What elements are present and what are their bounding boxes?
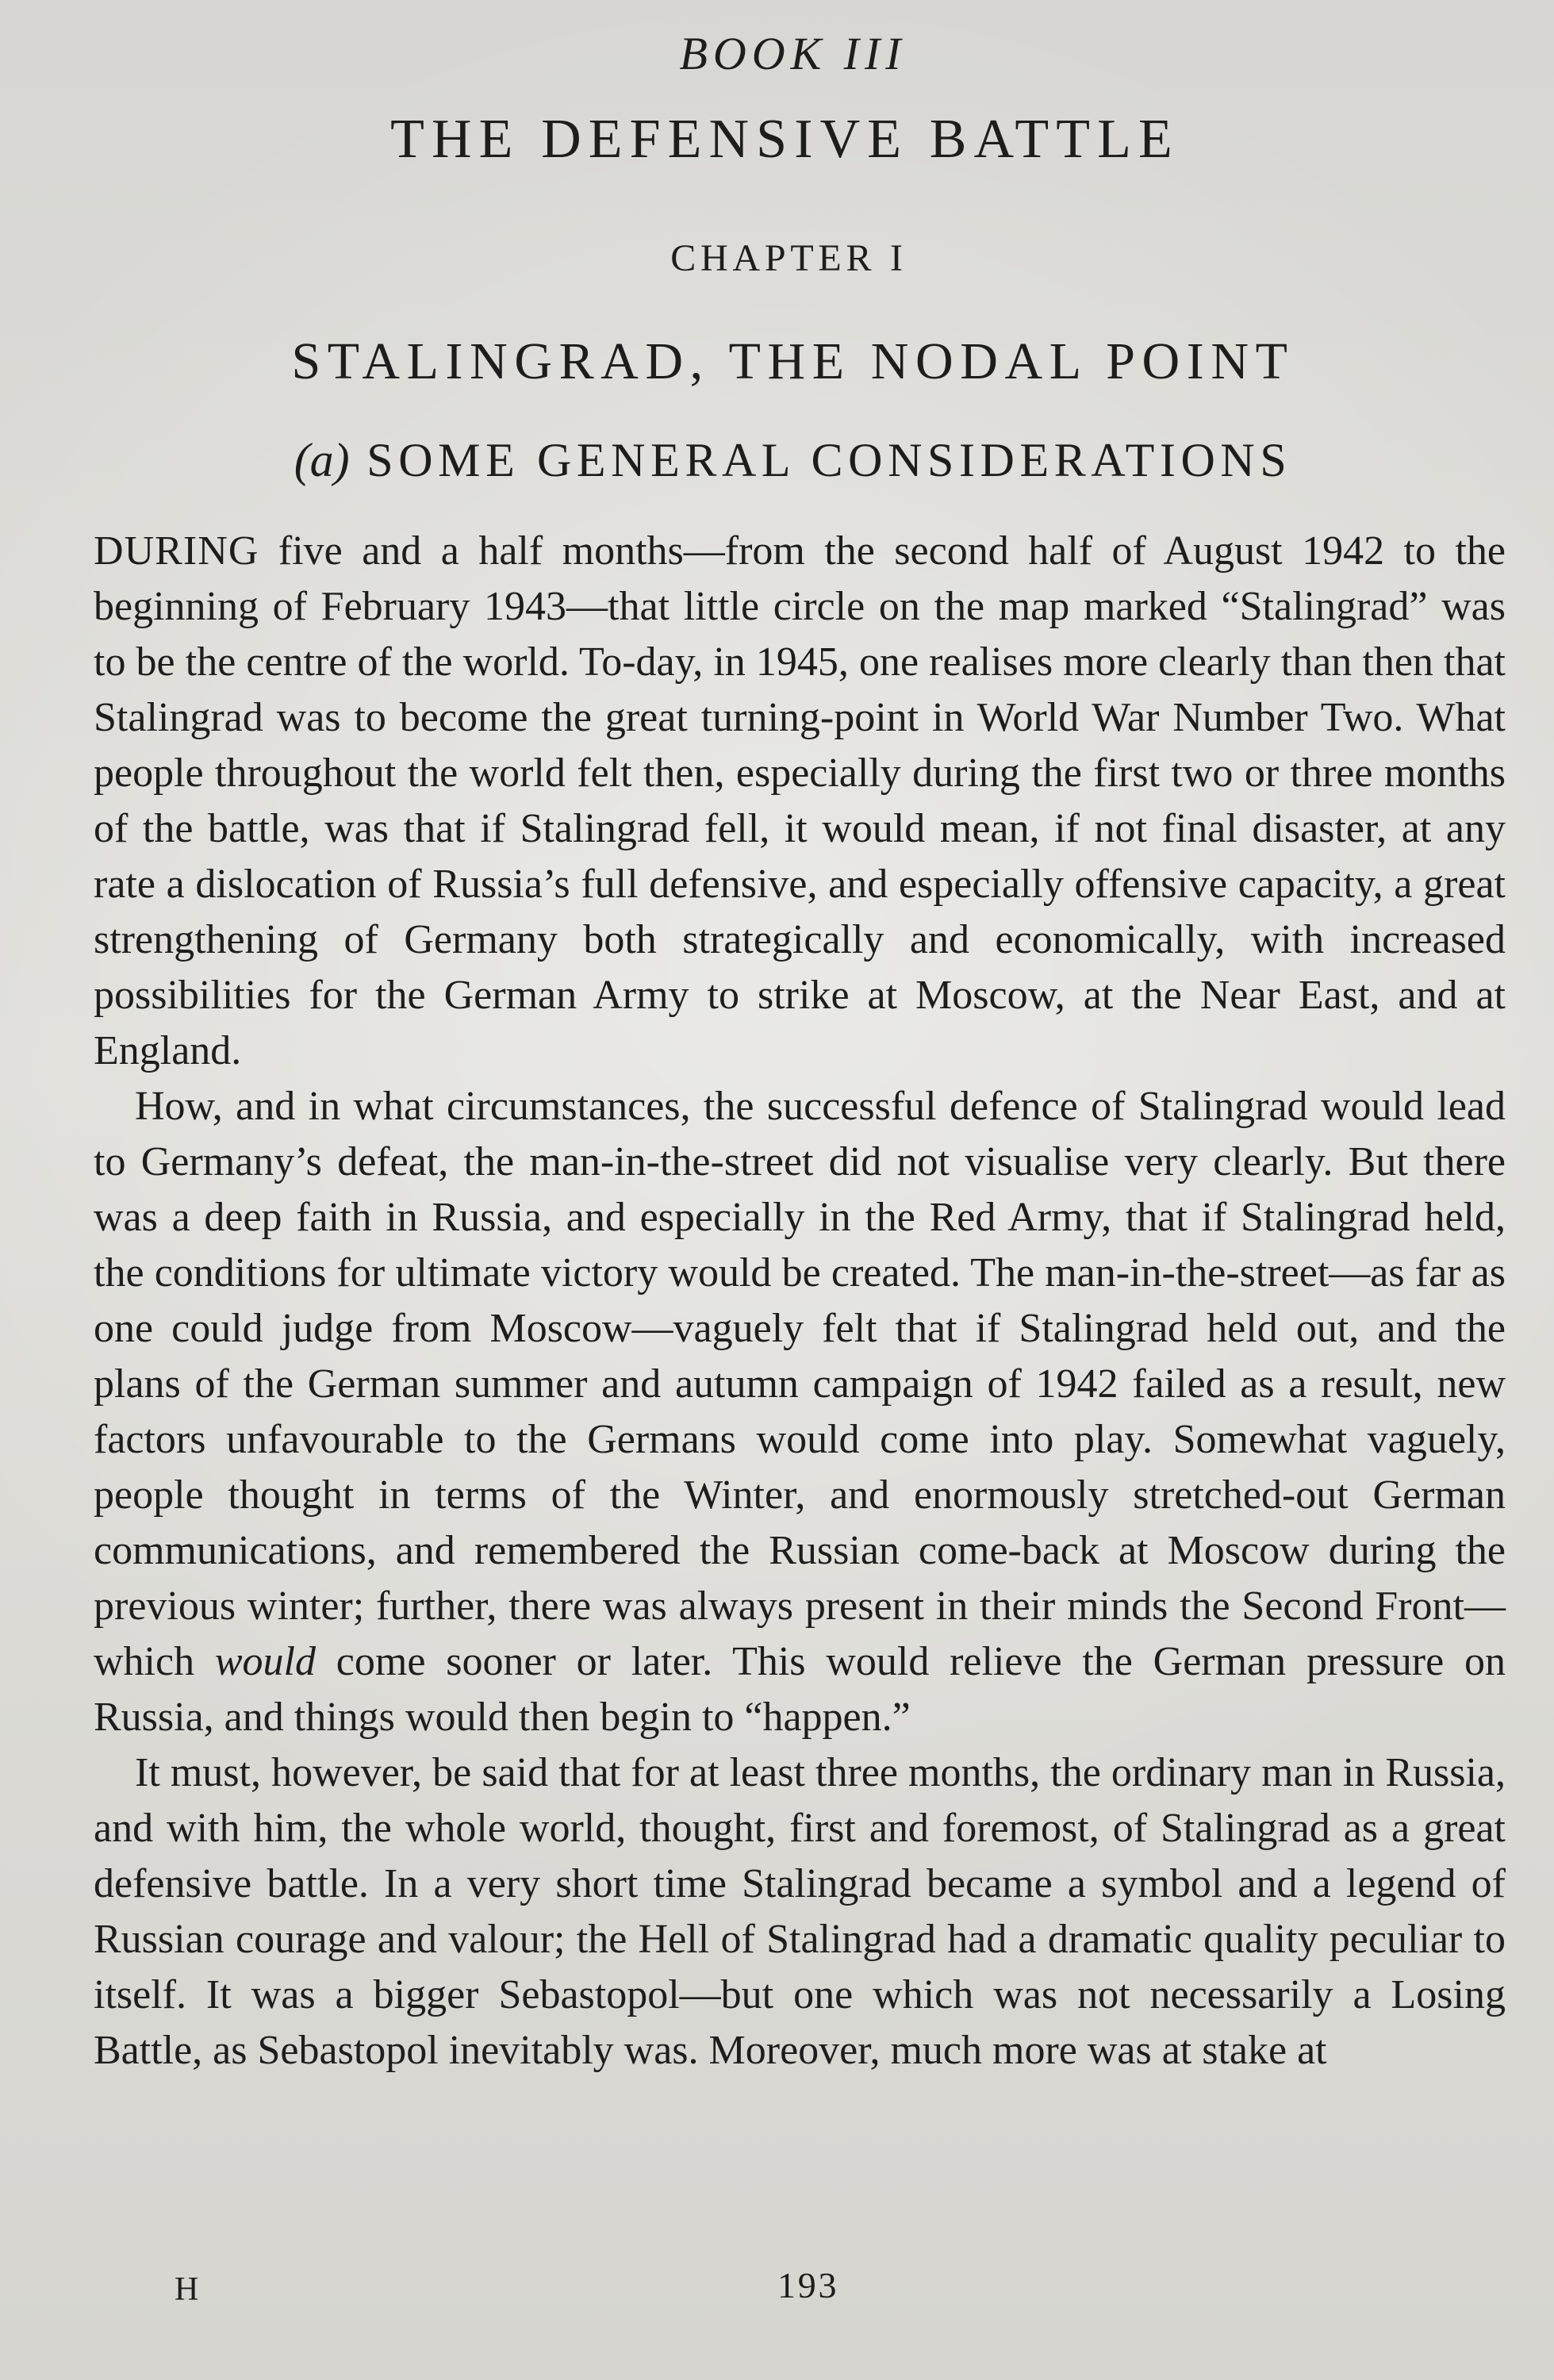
book-title: THE DEFENSIVE BATTLE bbox=[390, 109, 1180, 170]
paragraph-1-lead: DURING bbox=[94, 528, 259, 574]
section-marker: (a) bbox=[294, 434, 350, 486]
paragraph-3-text: It must, however, be said that for at least three months, the ordinary man in Russia, and with him, the whole world, thought, first and foremost, of Stalingrad as a great defensive battle. In a very short time Stalingrad became a symbol and a legend of Russian courage and valour; the Hell of Stalingrad had a dramatic quality peculiar to itself. It was a bigger Sebastopol—but one which was not necessarily a Losing Battle, as Sebastopol inevitably was. Moreover, much more was at stake at bbox=[94, 1750, 1506, 2073]
section-title: SOME GENERAL CONSIDERATIONS bbox=[366, 434, 1292, 486]
paragraph-2-italic-word: would bbox=[214, 1639, 317, 1684]
paragraph-1 bbox=[94, 524, 1506, 1079]
paragraph-2 bbox=[94, 1079, 1506, 1745]
page-number: 193 bbox=[777, 2265, 839, 2305]
book-label: BOOK III bbox=[679, 28, 907, 79]
signature-mark: H bbox=[175, 2271, 201, 2308]
paragraph-2-text-after: come sooner or later. This would relieve the German pressure on Russia, and things would then begin to “happen.” bbox=[94, 1639, 1506, 1740]
chapter-title: STALINGRAD, THE NODAL POINT bbox=[291, 332, 1295, 390]
section-heading bbox=[16, 433, 1554, 488]
paragraph-3 bbox=[94, 1745, 1506, 2079]
chapter-label: CHAPTER I bbox=[670, 237, 907, 279]
body-text bbox=[94, 524, 1506, 2079]
paragraph-1-text: five and a half months—from the second half of August 1942 to the beginning of February 1943—that little circle on the map marked “Stalingrad” was to be the centre of the world. To-day, in 1945, one realises more clearly than then that Stalingrad was to become the great turning-point in World War Number Two. What people throughout the world felt then, especially during the first two or three months of the battle, was that if Stalingrad fell, it would mean, if not final disaster, at any rate a dislocation of Russia’s full defensive, and especially offensive capacity, a great strengthening of Germany both strategically and economically, with increased possibilities for the German Army to strike at Moscow, at the Near East, and at England. bbox=[94, 528, 1506, 1073]
paragraph-2-text: How, and in what circumstances, the successful defence of Stalingrad would lead to Germany’s defeat, the man-in-the-street did not visualise very clearly. But there was a deep faith in Russia, and especially in the Red Army, that if Stalingrad held, the conditions for ultimate victory would be created. The man-in-the-street—as far as one could judge from Moscow—vaguely felt that if Stalingrad held out, and the plans of the German summer and autumn campaign of 1942 failed as a result, new factors unfavourable to the Germans would come into play. Somewhat vaguely, people thought in terms of the Winter, and enormously stretched-out German communications, and remembered the Russian come-back at Moscow during the previous winter; further, there was always present in their minds the Second Front—which bbox=[94, 1084, 1506, 1684]
